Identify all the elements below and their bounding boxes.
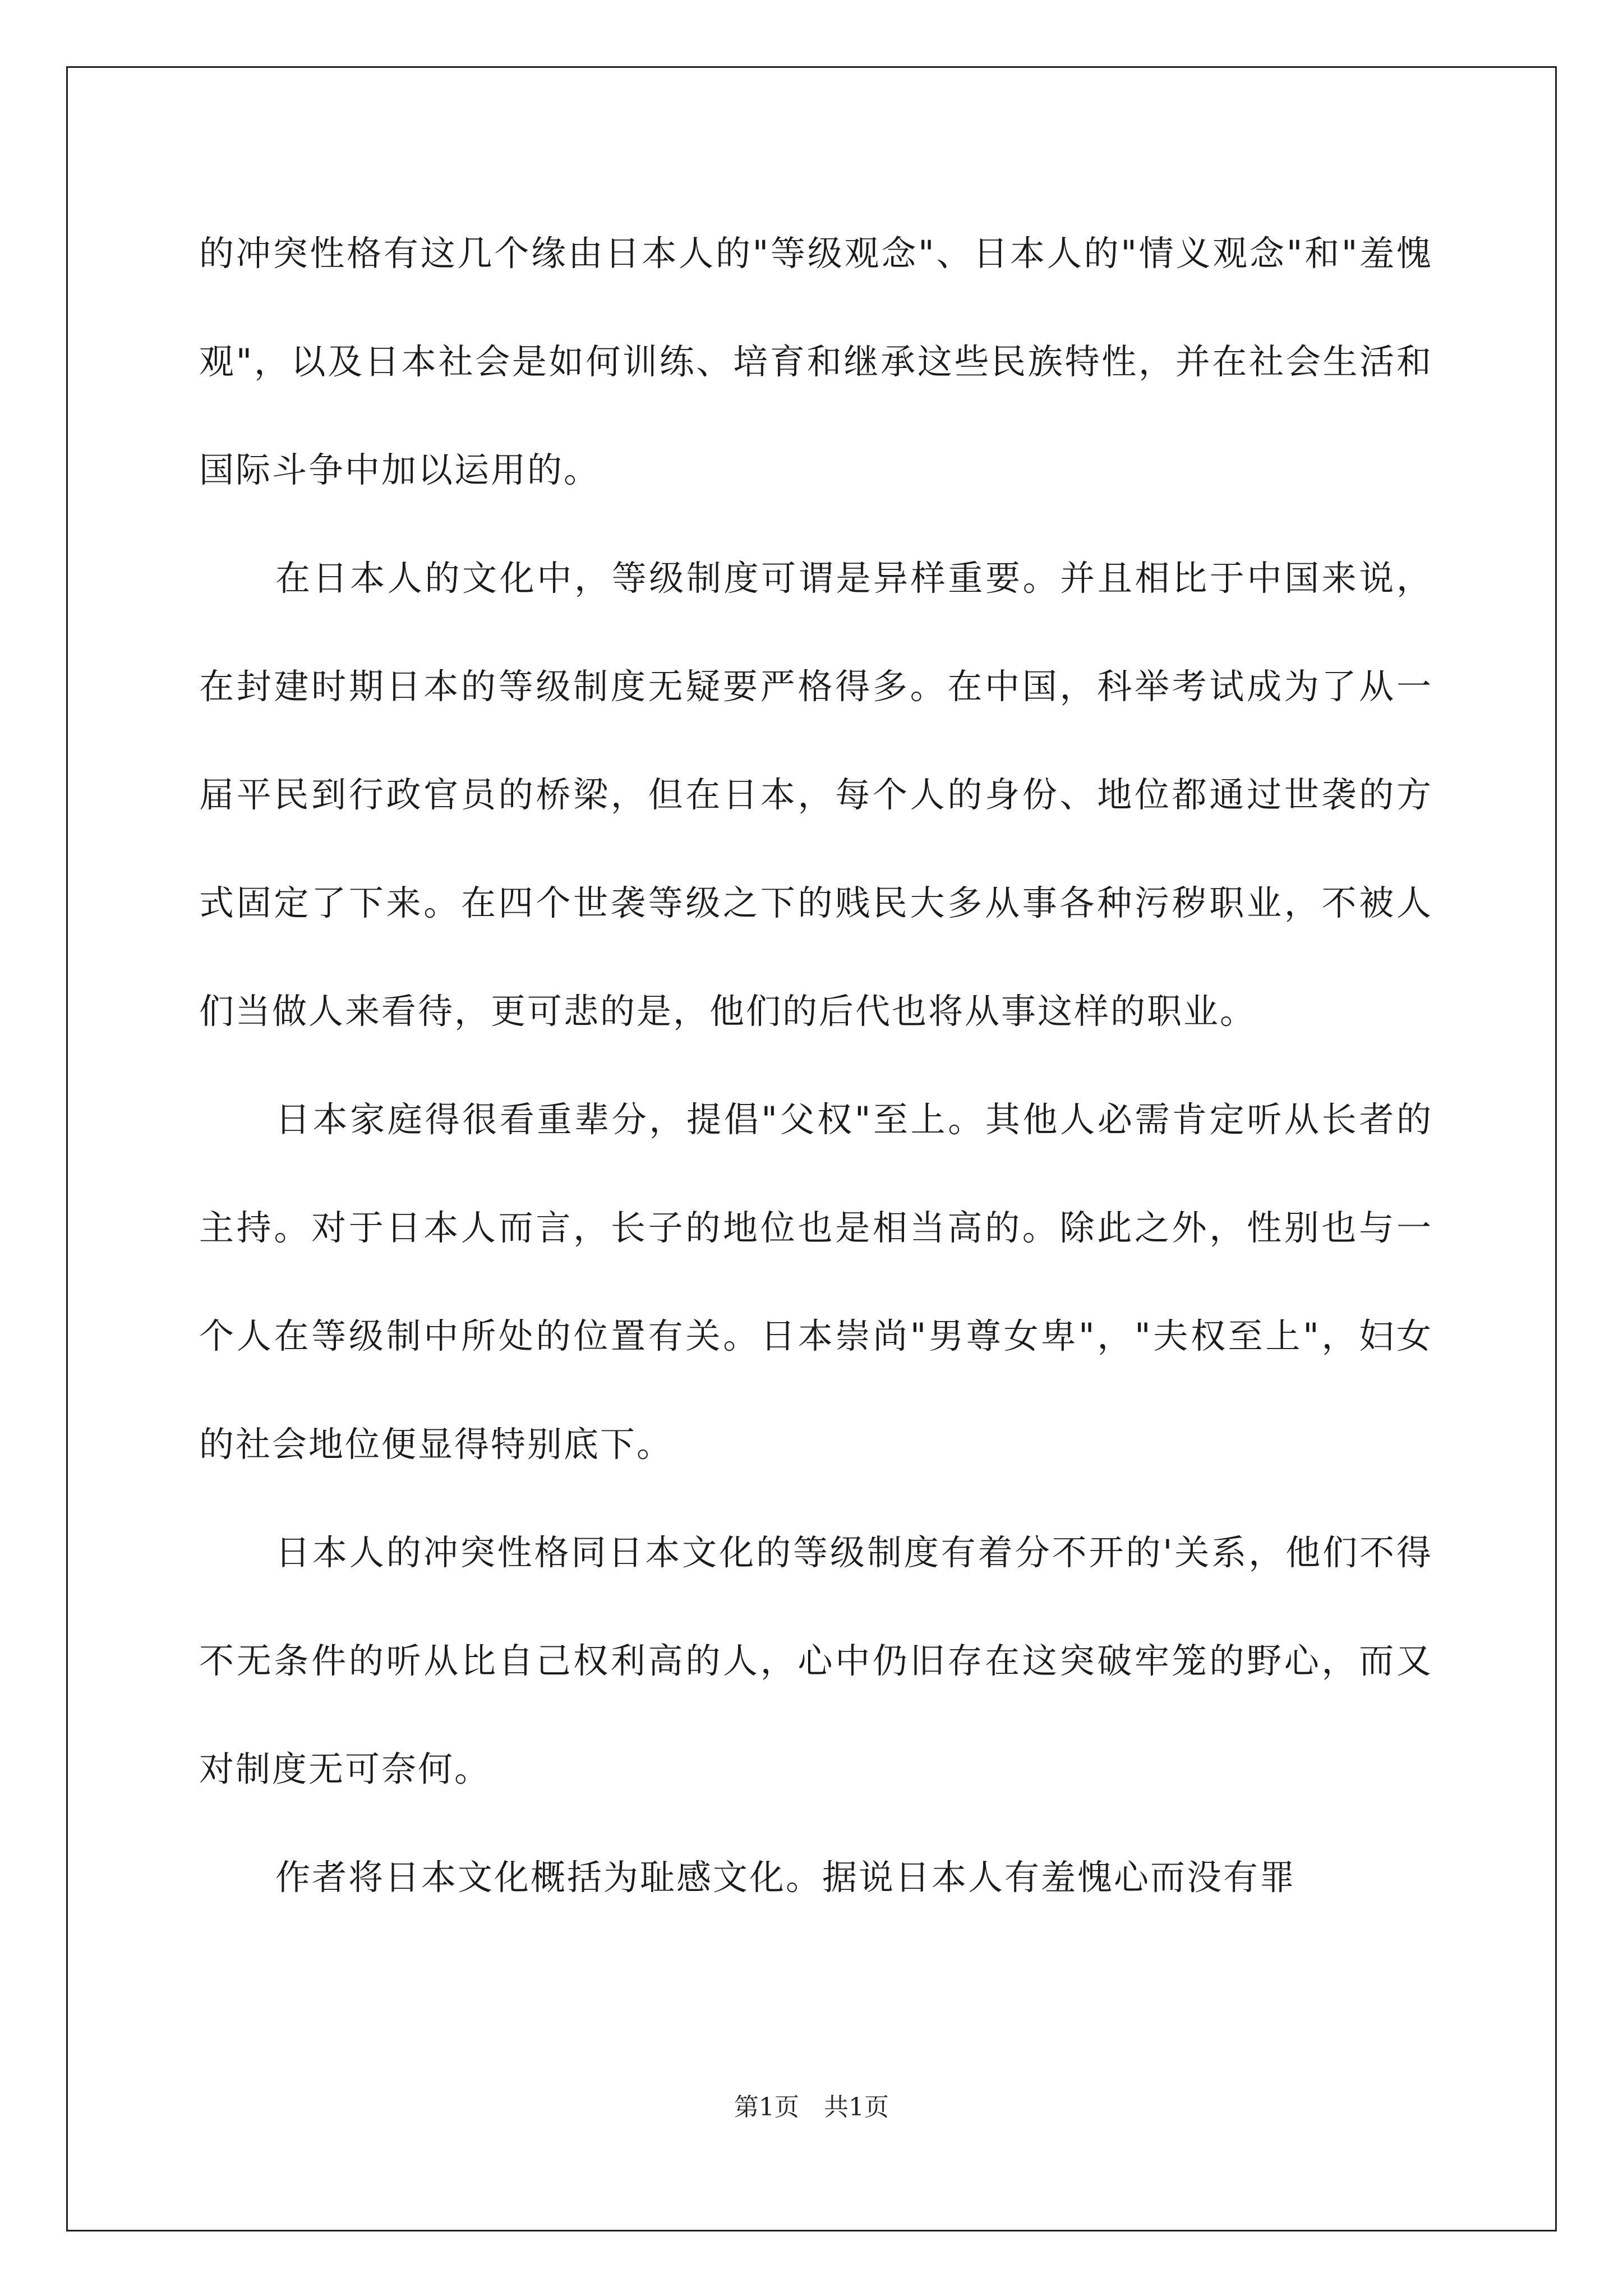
paragraph-1: 的冲突性格有这几个缘由日本人的"等级观念"、日本人的"情义观念"和"羞愧观"，以及日本社会是如何训练、培育和继承这些民族特性，并在社会生活和国际斗争中加以运用的。 <box>199 233 1433 490</box>
paragraph-2: 在日本人的文化中，等级制度可谓是异样重要。并且相比于中国来说，在封建时期日本的等级制度无疑要严格得多。在中国，科举考试成为了从一届平民到行政官员的桥梁，但在日本，每个人的身份、地位都通过世袭的方式固定了下来。在四个世袭等级之下的贱民大多从事各种污秽职业，不被人们当做人来看待，更可悲的是，他们的后代也将从事这样的职业。 <box>199 558 1433 1032</box>
paragraph-5: 作者将日本文化概括为耻感文化。据说日本人有羞愧心而没有罪 <box>275 1857 1297 1898</box>
page-number-footer: 第1页 共1页 <box>734 2093 889 2122</box>
paragraph-4: 日本人的冲突性格同日本文化的等级制度有着分不开的'关系，他们不得不无条件的听从比自己权利高的人，心中仍旧存在这突破牢笼的野心，而又对制度无可奈何。 <box>199 1532 1433 1789</box>
paragraph-3: 日本家庭得很看重辈分，提倡"父权"至上。其他人必需肯定听从长者的主持。对于日本人而言，长子的地位也是相当高的。除此之外，性别也与一个人在等级制中所处的位置有关。日本崇尚"男尊女卑"，"夫权至上"，妇女的社会地位便显得特别底下。 <box>199 1099 1433 1465</box>
document-body <box>199 199 1433 1931</box>
